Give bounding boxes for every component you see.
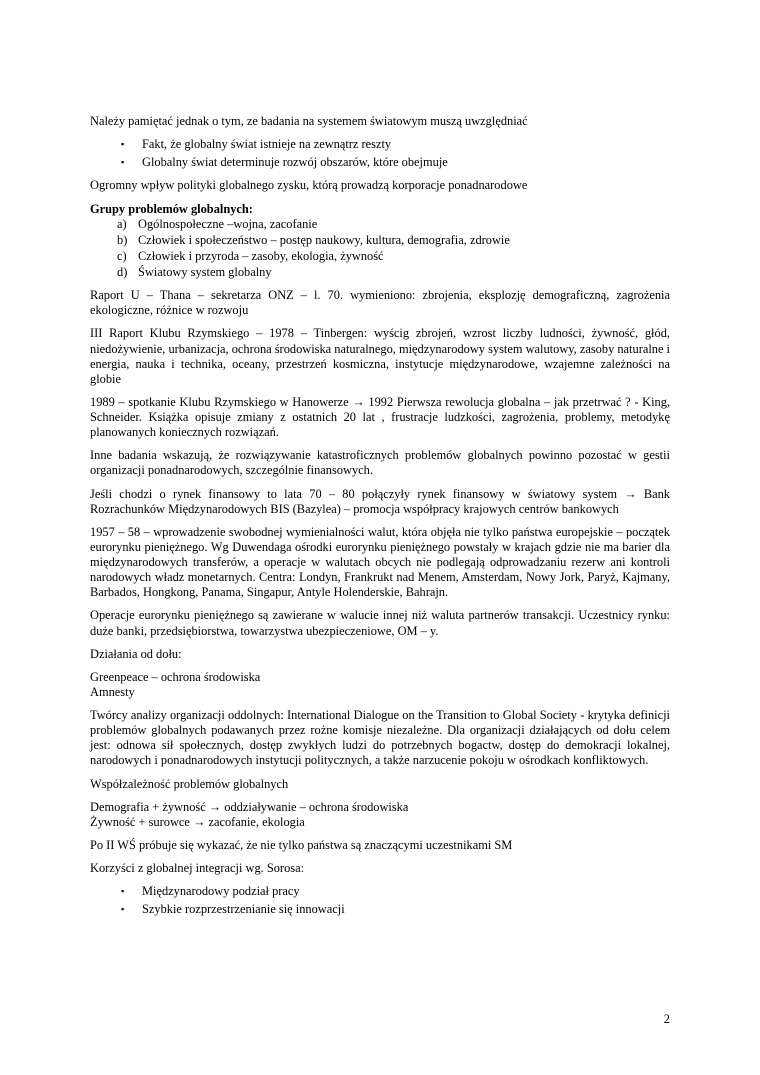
list-item-text: Międzynarodowy podział pracy [142, 884, 300, 899]
paragraph-wspolzaleznosc: Współzależność problemów globalnych [90, 776, 289, 791]
square-bullet-icon: ▪ [121, 139, 125, 150]
paragraph-greenpeace: Greenpeace – ochrona środowiska [90, 669, 261, 684]
list-item-text: Ogólnospołeczne –wojna, zacofanie [138, 216, 318, 231]
paragraph-1957: 1957 – 58 – wprowadzenie swobodnej wymienialności walut, która objęła nie tylko państwa europejskie – początek eurorynku pieniężnego. Wg Duwendaga ośrodki eurorynku pieniężnego powstały w krajach gdzie nie ma barier dla międzynarodowych transferów, a operacje w walutach obcych nie podlegają odprowadzaniu rezerw ani kontroli narodowych władz monetarnych. Centra: Londyn, Frankrukt nad Menem, Amsterdam, Nowy Jork, Paryż, Kajmany, Barbados, Hongkong, Panama, Singapur, Antyle Holenderskie, Bahrajn. [90, 524, 670, 600]
paragraph-raport-iii: III Raport Klubu Rzymskiego – 1978 – Tinbergen: wyścig zbrojeń, wzrost liczby ludności, żywność, głód, niedożywienie, urbanizacja, ochrona środowiska naturalnego, międzynarodowy system walutowy, zasoby naturalne i energia, nauka i technika, oceany, przestrzeń kosmiczna, instytucje międzynarodowe, wzajemne zależności na globie [90, 326, 670, 386]
square-bullet-icon: ▪ [121, 157, 125, 168]
list-marker: c) [117, 248, 127, 263]
paragraph-operacje: Operacje eurorynku pieniężnego są zawierane w walucie innej niż waluta partnerów transakcji. Uczestnicy rynku: duże banki, przedsiębiorstwa, towarzystwa ubezpieczeniowe, OM – y. [90, 608, 670, 638]
heading-grupy: Grupy problemów globalnych: [90, 201, 253, 216]
list-item [90, 265, 670, 280]
paragraph-wplyw: Ogromny wpływ polityki globalnego zysku, którą prowadzą korporacje ponadnarodowe [90, 178, 528, 193]
paragraph-tworcy: Twórcy analizy organizacji oddolnych: International Dialogue on the Transition to Global Society - krytyka definicji problemów globalnych podawanych przez rożne komisje niezależne. Dla organizacji działających od dołu celem jest: odnowa sił społecznych, dostęp zwykłych ludzi do potrzebnych bogactw, dostęp do demokracji lokalnej, narodowych i ponadnarodowych instytucji politycznych, a także narzucenie pokoju w ośrodkach konfliktowych. [90, 708, 670, 768]
list-item-text: Światowy system globalny [138, 265, 272, 279]
list-item [90, 249, 670, 264]
lettered-list-grupy [90, 217, 670, 281]
paragraph-korzysci: Korzyści z globalnej integracji wg. Sorosa: [90, 861, 305, 875]
document-body [90, 114, 670, 925]
list-item [90, 902, 670, 917]
paragraph-demografia: Demografia + żywność → oddziaływanie – ochrona środowiska [90, 799, 409, 814]
list-item [90, 137, 670, 152]
list-item [90, 233, 670, 248]
paragraph-inne-badania: Inne badania wskazują, że rozwiązywanie katastroficznych problemów globalnych powinno pozostać w gestii organizacji ponadnarodowych, szczególnie finansowych. [90, 448, 670, 478]
paragraph-zywnosc: Żywność + surowce → zacofanie, ekologia [90, 814, 305, 829]
list-marker: a) [117, 216, 127, 231]
paragraph-1989: 1989 – spotkanie Klubu Rzymskiego w Hanowerze → 1992 Pierwsza rewolucja globalna – jak przetrwać ? - King, Schneider. Książka opisuje zmiany z ostatnich 20 lat , frustracje ludzkości, zagrożenia, problemy, metodykę planowanych koniecznych rozwiązań. [90, 394, 670, 440]
list-item-text: Szybkie rozprzestrzenianie się innowacji [142, 902, 345, 917]
bullet-list-korzysci [90, 884, 670, 917]
square-bullet-icon: ▪ [121, 886, 125, 897]
bullet-list-badania [90, 137, 670, 170]
list-item-text: Człowiek i społeczeństwo – postęp naukowy, kultura, demografia, zdrowie [138, 232, 510, 247]
list-item [90, 884, 670, 899]
paragraph-amnesty: Amnesty [90, 684, 135, 699]
list-item [90, 155, 670, 170]
list-marker: b) [117, 232, 128, 247]
paragraph-raport-u: Raport U – Thana – sekretarza ONZ – l. 70. wymieniono: zbrojenia, eksplozję demograficzną, zagrożenia ekologiczne, różnice w rozwoju [90, 288, 670, 318]
paragraph-dzialania: Działania od dołu: [90, 646, 182, 661]
list-marker: d) [117, 265, 128, 279]
list-item-text: Człowiek i przyroda – zasoby, ekologia, żywność [138, 248, 384, 263]
list-item-text: Fakt, że globalny świat istnieje na zewnątrz reszty [142, 137, 392, 152]
list-item-text: Globalny świat determinuje rozwój obszarów, które obejmuje [142, 155, 448, 170]
paragraph-rynek-finansowy: Jeśli chodzi o rynek finansowy to lata 70 – 80 połączyły rynek finansowy w światowy system → Bank Rozrachunków Międzynarodowych BIS (Bazylea) – promocja współpracy krajowych centrów bankowych [90, 486, 670, 516]
paragraph-po-ii-ws: Po II WŚ próbuje się wykazać, że nie tylko państwa są znaczącymi uczestnikami SM [90, 837, 513, 852]
paragraph-badania-intro: Należy pamiętać jednak o tym, ze badania na systemem światowym muszą uwzględniać [90, 114, 528, 128]
list-item [90, 217, 670, 232]
page-number: 2 [663, 1011, 670, 1026]
square-bullet-icon: ▪ [121, 904, 125, 915]
